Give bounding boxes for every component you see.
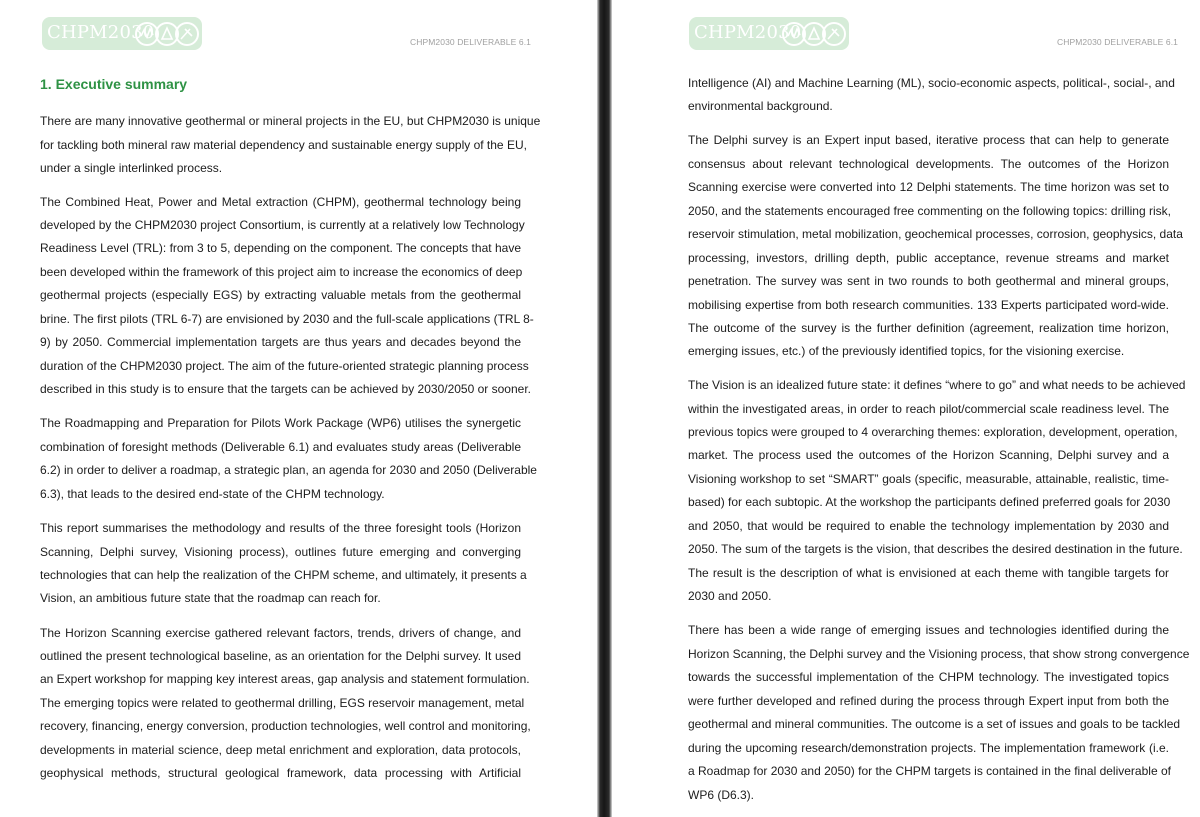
text-line: 2050, and the statements encouraged free commenting on the following topics: drilling risk,	[688, 204, 1171, 218]
text-line: The result is the description of what is envisioned at each theme with tangible targets for	[688, 566, 1169, 580]
text-line: The Roadmapping and Preparation for Pilots Work Package (WP6) utilises the synergetic	[40, 416, 521, 430]
text-line: within the investigated areas, in order to reach pilot/commercial scale readiness level. The	[688, 402, 1169, 416]
text-line: been developed within the framework of this project aim to increase the economics of deep	[40, 265, 523, 279]
logo-icons	[135, 21, 199, 52]
text-line: There are many innovative geothermal or mineral projects in the EU, but CHPM2030 is unique	[40, 114, 541, 128]
text-line: market. The process used the outcomes of the Horizon Scanning, Delphi survey and a	[688, 448, 1169, 462]
text-line: The Horizon Scanning exercise gathered relevant factors, trends, drivers of change, and	[40, 626, 521, 640]
text-line: reservoir stimulation, metal mobilization, geochemical processes, corrosion, geophysics, data	[688, 227, 1183, 241]
text-line: developed by the CHPM2030 project Consortium, is currently at a relatively low Technology	[40, 218, 525, 232]
text-line: environmental background.	[688, 99, 833, 113]
text-line: previous topics were grouped to 4 overarching themes: exploration, development, operation,	[688, 425, 1178, 439]
deliverable-label: CHPM2030 DELIVERABLE 6.1	[1057, 37, 1178, 47]
text-line: during the upcoming research/demonstration projects. The implementation framework (i.e.	[688, 741, 1169, 755]
text-line: consensus about relevant technological developments. The outcomes of the Horizon	[688, 157, 1169, 171]
text-line: a Roadmap for 2030 and 2050) for the CHPM targets is contained in the final deliverable of	[688, 764, 1171, 778]
deliverable-label: CHPM2030 DELIVERABLE 6.1	[410, 37, 531, 47]
text-line: Scanning, Delphi survey, Visioning process), outlines future emerging and converging	[40, 545, 521, 559]
text-line: Vision, an ambitious future state that the roadmap can reach for.	[40, 591, 381, 605]
text-line: based) for each subtopic. At the workshop the participants defined preferred goals for 2030	[688, 495, 1171, 509]
text-line: Scanning exercise were converted into 12 Delphi statements. The time horizon was set to	[688, 180, 1169, 194]
text-line: duration of the CHPM2030 project. The aim of the future-oriented strategic planning process	[40, 359, 529, 373]
text-line: technologies that can help the realization of the CHPM scheme, and ultimately, it presents a	[40, 568, 527, 582]
text-line: The Vision is an idealized future state: it defines “where to go” and what needs to be achieved	[688, 378, 1186, 392]
text-line: 2030 and 2050.	[688, 589, 772, 603]
text-line: penetration. The survey was sent in two rounds to both geothermal and mineral groups,	[688, 274, 1169, 288]
text-line: The emerging topics were related to geothermal drilling, EGS reservoir management, metal	[40, 696, 525, 710]
text-line: towards the successful implementation of the CHPM technology. The investigated topics	[688, 670, 1169, 684]
text-line: processing, investors, drilling depth, public acceptance, revenue streams and market	[688, 251, 1169, 265]
text-line: Horizon Scanning, the Delphi survey and the Visioning process, that show strong convergence	[688, 647, 1190, 661]
text-line: for tackling both mineral raw material dependency and sustainable energy supply of the EU,	[40, 138, 527, 152]
logo-text: CHPM2030	[47, 22, 155, 43]
chpm2030-logo	[42, 17, 202, 50]
text-line: Intelligence (AI) and Machine Learning (ML), socio-economic aspects, political-, social-, and	[688, 76, 1175, 90]
page-gutter	[597, 0, 612, 817]
text-line: This report summarises the methodology and results of the three foresight tools (Horizon	[40, 521, 521, 535]
text-line: mobilising expertise from both research communities. 133 Experts participated word-wide.	[688, 298, 1169, 312]
text-line: geothermal projects (especially EGS) by extracting valuable metals from the geothermal	[40, 288, 521, 302]
text-line: There has been a wide range of emerging issues and technologies identified during the	[688, 623, 1169, 637]
right-page	[612, 0, 1200, 817]
text-line: 6.3), that leads to the desired end-state of the CHPM technology.	[40, 487, 385, 501]
logo-icons	[782, 21, 846, 52]
text-line: 9) by 2050. Commercial implementation targets are thus years and decades beyond the	[40, 335, 521, 349]
chpm2030-logo	[689, 17, 849, 50]
text-line: geothermal and mineral communities. The outcome is a set of issues and goals to be tackled	[688, 717, 1181, 731]
text-line: developments in material science, deep metal enrichment and exploration, data protocols,	[40, 743, 521, 757]
text-line: WP6 (D6.3).	[688, 788, 755, 802]
text-line: The outcome of the survey is the further definition (agreement, realization time horizon,	[688, 321, 1169, 335]
energy-circles-icon	[782, 21, 846, 47]
text-line: brine. The first pilots (TRL 6-7) are envisioned by 2030 and the full-scale applications (TRL 8-	[40, 312, 534, 326]
text-line: The Combined Heat, Power and Metal extraction (CHPM), geothermal technology being	[40, 195, 521, 209]
energy-circles-icon	[135, 21, 199, 47]
text-line: were further developed and refined during the process through Expert input from both the	[688, 694, 1169, 708]
text-line: under a single interlinked process.	[40, 161, 223, 175]
text-line: outlined the present technological baseline, as an orientation for the Delphi survey. It used	[40, 649, 521, 663]
text-line: 2050. The sum of the targets is the vision, that describes the desired destination in the future.	[688, 542, 1183, 556]
text-line: recovery, financing, energy conversion, production technologies, well control and monitoring,	[40, 719, 531, 733]
text-line: geophysical methods, structural geological framework, data processing with Artificial	[40, 766, 521, 780]
text-line: emerging issues, etc.) of the previously identified topics, for the visioning exercise.	[688, 344, 1125, 358]
text-line: described in this study is to ensure that the targets can be achieved by 2030/2050 or sooner.	[40, 382, 531, 396]
text-line: Visioning workshop to set “SMART” goals (specific, measurable, attainable, realistic, time-	[688, 472, 1169, 486]
logo-text: CHPM2030	[694, 22, 802, 43]
text-line: an Expert workshop for mapping key interest areas, gap analysis and statement formulation.	[40, 672, 530, 686]
section-title: 1. Executive summary	[40, 76, 188, 92]
text-line: Readiness Level (TRL): from 3 to 5, depending on the component. The concepts that have	[40, 241, 521, 255]
left-page	[0, 0, 597, 817]
text-line: 6.2) in order to deliver a roadmap, a strategic plan, an agenda for 2030 and 2050 (Deliverable	[40, 463, 537, 477]
text-line: combination of foresight methods (Deliverable 6.1) and evaluates study areas (Deliverable	[40, 440, 521, 454]
text-line: and 2050, that would be required to enable the technology implementation by 2030 and	[688, 519, 1169, 533]
text-line: The Delphi survey is an Expert input based, iterative process that can help to generate	[688, 133, 1169, 147]
